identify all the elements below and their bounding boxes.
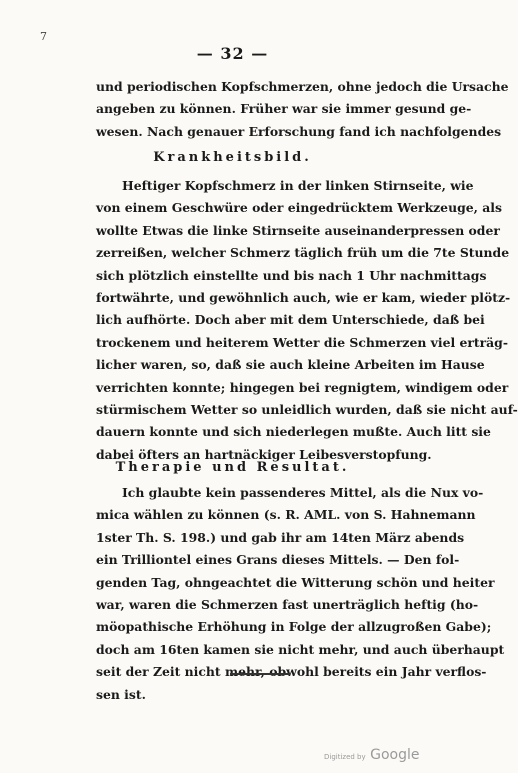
text-line: sich plötzlich einstellte und bis nach 1 Uhr nachmittags [96,267,487,283]
text-line: trockenem und heiterem Wetter die Schmerzen viel erträg- [96,334,508,350]
text-line: fortwährte, und gewöhnlich auch, wie er kam, wieder plötz- [96,290,511,306]
text-line: stürmischem Wetter so unleidlich wurden, daß sie nicht auf- [96,402,518,418]
text-line: 1ster Th. S. 198.) und gab ihr am 14ten März abends [96,529,465,545]
text-line: licher waren, so, daß sie auch kleine Arbeiten im Hause [96,357,485,373]
text-line: verrichten konnte; hingegen bei regnigtem, windigem oder [96,379,509,395]
intro-paragraph [96,76,509,143]
text-line: zerreißen, welcher Schmerz täglich früh um die 7te Stunde [96,245,510,261]
text-line: sen ist. [96,686,146,702]
text-line: Heftiger Kopfschmerz in der linken Stirnseite, wie [122,178,474,193]
section-heading-therapie: Therapie und Resultat. [115,460,350,475]
text-line: angeben zu können. Früher war sie immer gesund ge- [96,101,472,117]
text-line: doch am 16ten kamen sie nicht mehr, und auch überhaupt [96,641,505,657]
text-line: ein Trilliontel eines Grans dieses Mittels. — Den fol- [96,552,460,568]
text-line: lich aufhörte. Doch aber mit dem Unterschiede, daß bei [96,312,485,328]
krankheitsbild-paragraph [96,175,518,466]
watermark-brand: Google [370,747,420,763]
watermark-prefix: Digitized by [324,753,366,761]
text-line: und periodischen Kopfschmerzen, ohne jedoch die Ursache [96,79,509,94]
digitized-by-google-watermark [324,747,444,763]
text-line: wesen. Nach genauer Erforschung fand ich nachfolgendes [96,123,502,139]
text-line: mica wählen zu können (s. R. AML. von S. Hahnemann [96,507,476,523]
page-number-header: — 32 — [196,44,269,63]
text-line: möopathische Erhöhung in Folge der allzugroßen Gabe); [96,619,492,635]
section-heading-krankheitsbild: Krankheitsbild. [153,150,312,165]
text-line: wollte Etwas die linke Stirnseite auseinanderpressen oder [96,222,500,238]
text-line: genden Tag, ohngeachtet die Witterung schön und heiter [96,574,495,590]
text-line: war, waren die Schmerzen fast unerträglich heftig (ho- [96,597,479,613]
text-line: dauern konnte und sich niederlegen mußte. Auch litt sie [96,424,491,440]
text-line: seit der Zeit nicht mehr, obwohl bereits ein Jahr verflos- [96,664,487,680]
text-line: Ich glaubte kein passenderes Mittel, als die Nux vo- [122,485,484,500]
text-line: von einem Geschwüre oder eingedrücktem Werkzeuge, als [96,200,502,216]
margin-mark: 7 [40,30,47,43]
text-line: dabei öfters an hartnäckiger Leibesverstopfung. [96,446,432,462]
end-rule [230,673,290,675]
